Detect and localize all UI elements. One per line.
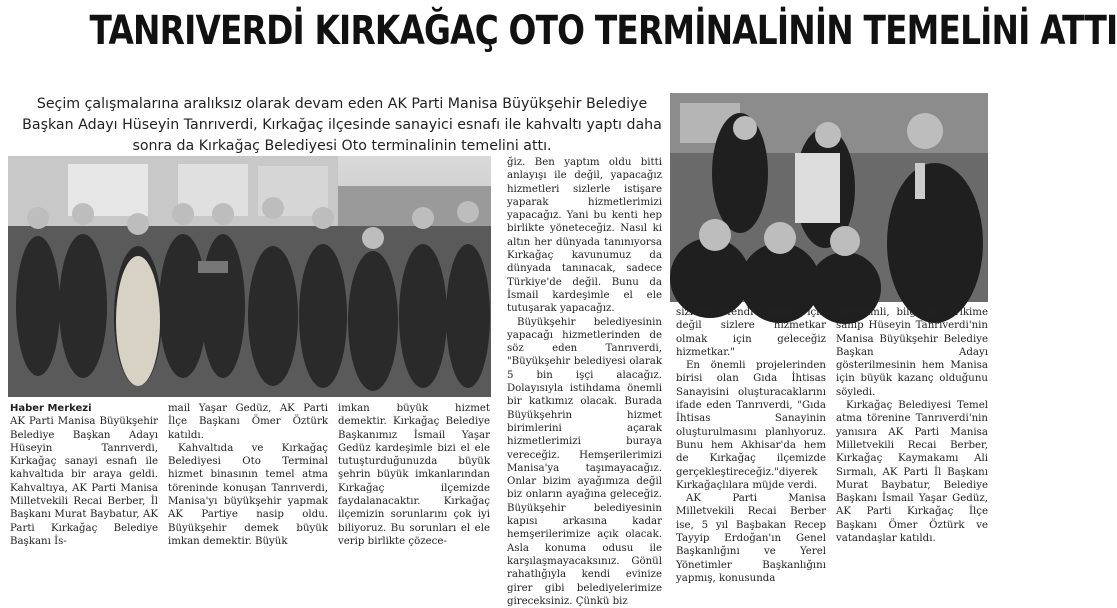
column-4-text-a: sizlere efendi olmak için değil sizlere hizmetkar olmak için geleceğiz hizmetkar." xyxy=(676,307,826,358)
article-column-6 xyxy=(836,306,988,545)
article-column-1 xyxy=(10,402,158,548)
column-4-text-c: AK Parti Manisa Milletvekili Recai Berber ise, 5 yıl Başbakan Recep Tayyip Erdoğan'ın Genel Başkanlığını ve Yerel Yönetimler Başkanlığını yapmış, konusunda xyxy=(676,493,826,584)
column-5-text-b: Kırkağaç Belediyesi Temel atma törenine Tanrıverdi'nin yanısıra AK Parti Manisa Milletvekili Recai Berber, Kırkağaç Kaymakamı Ali Sırmalı, AK Parti İl Başkanı Murat Baybatur, Belediye Başkanı İsmail Yaşar Gedüz, AK Parti Kırkağaç İlçe Başkanı Ömer Öztürk ve vatandaşlar katıldı. xyxy=(836,400,988,545)
column-4-text-b: En önemli projelerinden birisi olan Gıda İhtisas Sanayisini oluşturacaklarını ifade eden Tanrıverdi, "Gıda İhtisas Sanayinin oluşturulmasını planlıyoruz. Bunu hem Akhisar'da hem de Kırkağaç ilçemizde gerçekleştireceğiz."diyerek Kırkağaçlılara müjde verdi. xyxy=(676,360,826,491)
photo-groundbreaking-ceremony xyxy=(8,156,491,397)
column-3-text-a: imkan büyük hizmet demektir. Kırkağaç Belediye Başkanımız İsmail Yaşar Gedüz kardeşimle bizi el ele tutuşturduğunuzda büyük şehrin büyük imkanlarından Kırkağaç ilçemizde faydalanacaktır. Kırkağaç ilçemizin sorunlarını çok iyi biliyoruz. Bu sorunları el ele verip birlikte çözece- xyxy=(338,403,490,547)
headline: TANRIVERDİ KIRKAĞAÇ OTO TERMİNALİNİN TEMELİNİ ATTI xyxy=(89,8,1117,54)
photo-breakfast-speech xyxy=(670,93,988,302)
article-column-5 xyxy=(676,306,826,585)
column-2-text-b: Kahvaltıda ve Kırkağaç Belediyesi Oto Terminal hizmet binasının temel atma töreninde konuşan Tanrıverdi, Manisa'yı büyükşehir yapmak AK Partiye nasip oldu. Büyükşehir demek büyük imkan demektir. Büyük xyxy=(168,442,328,547)
column-2-text-a: mail Yaşar Gedüz, AK Parti İlçe Başkanı Ömer Öztürk katıldı. xyxy=(168,403,328,441)
article-column-4 xyxy=(507,156,662,608)
lead-paragraph: Seçim çalışmalarına aralıksız olarak devam eden AK Parti Manisa Büyükşehir Belediye Başkan Adayı Hüseyin Tanrıverdi, Kırkağaç ilçesinde sanayici esnafı ile kahvaltı yaptı daha sonra da Kırkağaç Belediyesi Oto terminalinin temelini attı. xyxy=(22,96,662,154)
column-5-text-a: deneyimli, bilgi ve birikime sahip Hüseyin Tanrıverdi'nin Manisa Büyükşehir Belediye Başkan Adayı gösterilmesinin hem Manisa için büyük kazanç olduğunu söyledi. xyxy=(836,307,988,398)
article-column-3 xyxy=(338,402,490,548)
column-3-text-b: Büyükşehir belediyesinin yapacağı hizmetlerinden de söz eden Tanrıverdi, "Büyükşehir belediyesi olarak 5 bin işçi alacağız. Dolayısıyla istihdama önemli bir katkımız olacak. Burada Büyükşehrin hizmet birimlerini açarak hizmetlerimizi buraya vereceğiz. Hemşerilerimizi Manisa'ya taşımayacağız. Onlar bizim ayağımıza değil biz onların ayağına geleceğiz. Büyükşehir belediyesinin kapısı arkasına kadar hemşerilerimize açık olacak. Asla konuma odusu ile karşılaşmayacaksınız. Gönül rahatlığıyla kendi evinize girer gibi belediyelerimize gireceksiniz. Çünkü biz xyxy=(507,316,662,607)
article-column-2 xyxy=(168,402,328,548)
byline: Haber Merkezi xyxy=(10,403,92,414)
column-1-text: AK Parti Manisa Büyükşehir Belediye Başkan Adayı Hüseyin Tanrıverdi, Kırkağaç sanayi esnafı ile kahvaltıda bir araya geldi. Kahvaltıya, AK Parti Manisa Milletvekili Recai Berber, İl Başkanı Murat Baybatur, AK Parti Kırkağaç Belediye Başkanı İs- xyxy=(10,416,158,547)
column-3-top-text: ğiz. Ben yaptım oldu bitti anlayışı ile değil, yapacağız hizmetleri sizlerle istişare yaparak hizmetlerimizi yapacağız. Yani bu kenti hep birlikte yöneteceğiz. Nasıl ki altın her dünyada tanınıyorsa Kırkağaç kavunumuz da dünyada tanınacak, sadece Türkiye'de değil. Bunu da İsmail kardeşimle el ele tutuşarak yapacağız. xyxy=(507,157,662,315)
